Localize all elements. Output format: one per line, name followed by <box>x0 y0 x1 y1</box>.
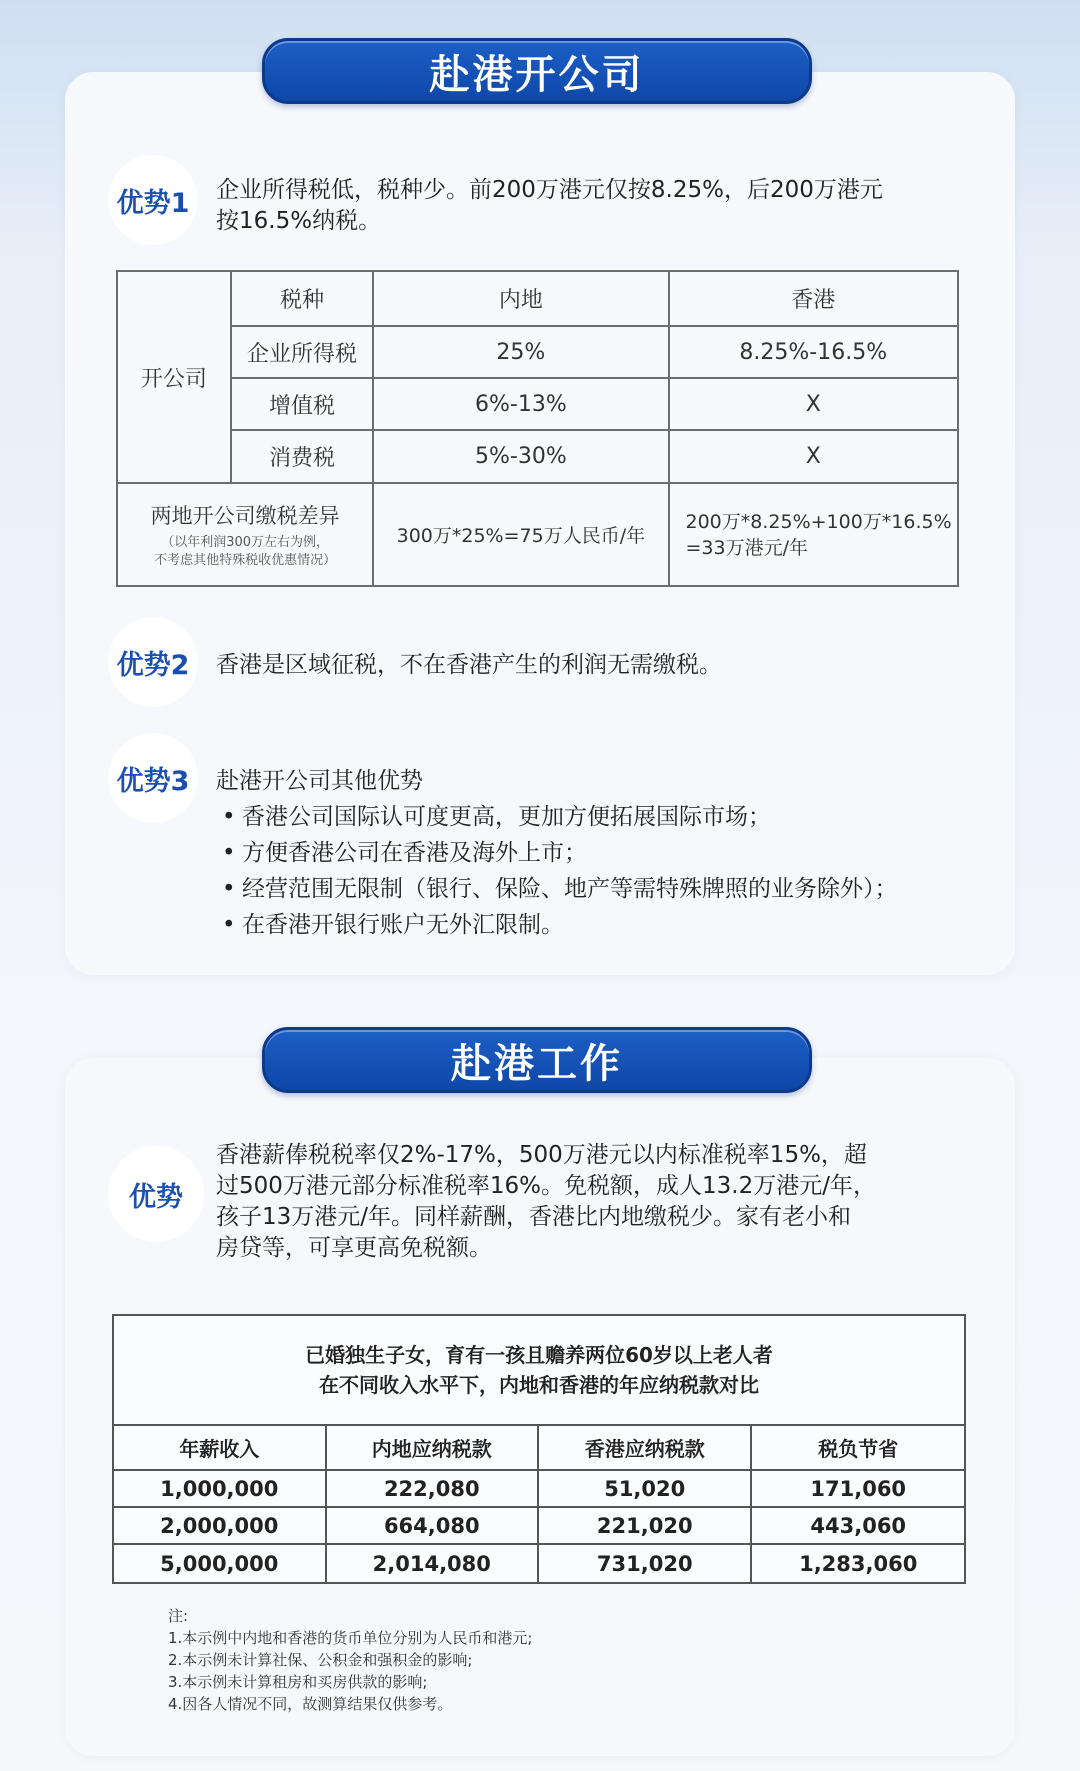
work-advantage-line-1: 香港薪俸税税率仅2%-17%，500万港元以内标准税率15%，超 <box>216 1142 867 1168</box>
footnote-item: 1.本示例中内地和香港的货币单位分别为人民币和港元; <box>168 1629 533 1647</box>
mainland-tax-cell: 2,014,080 <box>326 1544 539 1583</box>
work-advantage-line-4: 房贷等，可享更高免税额。 <box>216 1235 492 1261</box>
table-header-row <box>113 1425 965 1470</box>
header-tax-saving: 税负节省 <box>751 1425 965 1470</box>
work-advantage-badge: 优势 <box>108 1146 204 1242</box>
income-cell: 2,000,000 <box>113 1507 326 1544</box>
table-row <box>117 271 958 326</box>
diff-hongkong-line-1: 200万*8.25%+100万*16.5% <box>685 510 952 533</box>
hongkong-rate-cell: 8.25%-16.5% <box>669 326 959 378</box>
company-tax-table <box>116 270 959 587</box>
advantage-1-line-1: 企业所得税低，税种少。前200万港元仅按8.25%，后200万港元 <box>216 177 883 203</box>
advantage-1-badge: 优势1 <box>108 155 198 245</box>
table-title <box>113 1315 965 1425</box>
saving-cell: 443,060 <box>751 1507 965 1544</box>
hongkong-rate-cell: X <box>669 430 959 483</box>
advantage-3-text <box>216 763 976 943</box>
mainland-rate-cell: 25% <box>373 326 668 378</box>
list-item: • 经营范围无限制（银行、保险、地产等需特殊牌照的业务除外）； <box>216 871 976 907</box>
hongkong-rate-cell: X <box>669 378 959 430</box>
table-row <box>117 430 958 483</box>
header-mainland: 内地 <box>373 271 668 326</box>
table-row <box>113 1507 965 1544</box>
row-group-label: 开公司 <box>117 271 231 483</box>
footnotes <box>168 1605 532 1715</box>
footnote-item: 2.本示例未计算社保、公积金和强积金的影响; <box>168 1651 473 1669</box>
advantage-3-title: 赴港开公司其他优势 <box>216 768 423 794</box>
tax-type-cell: 消费税 <box>231 430 374 483</box>
header-tax-type: 税种 <box>231 271 374 326</box>
mainland-rate-cell: 6%-13% <box>373 378 668 430</box>
table-row <box>117 483 958 586</box>
work-advantage-text <box>216 1140 1006 1264</box>
header-mainland-tax: 内地应纳税款 <box>326 1425 539 1470</box>
mainland-tax-cell: 664,080 <box>326 1507 539 1544</box>
hongkong-tax-cell: 221,020 <box>538 1507 751 1544</box>
header-hongkong-tax: 香港应纳税款 <box>538 1425 751 1470</box>
diff-mainland-cell: 300万*25%=75万人民币/年 <box>373 483 668 586</box>
advantage-1-text <box>216 175 976 237</box>
table-title-line-2: 在不同收入水平下，内地和香港的年应纳税款对比 <box>319 1373 759 1397</box>
income-cell: 1,000,000 <box>113 1470 326 1507</box>
advantage-2-badge: 优势2 <box>108 617 198 707</box>
list-item: • 香港公司国际认可度更高，更加方便拓展国际市场； <box>216 799 976 835</box>
tax-type-cell: 增值税 <box>231 378 374 430</box>
diff-label: 两地开公司缴税差异 <box>150 503 340 528</box>
table-row <box>113 1470 965 1507</box>
mainland-rate-cell: 5%-30% <box>373 430 668 483</box>
header-annual-income: 年薪收入 <box>113 1425 326 1470</box>
list-item: • 在香港开银行账户无外汇限制。 <box>216 907 976 943</box>
advantage-1-line-2: 按16.5%纳税。 <box>216 208 382 234</box>
footnote-heading: 注: <box>168 1607 189 1625</box>
advantage-2-text: 香港是区域征税，不在香港产生的利润无需缴税。 <box>216 652 722 678</box>
table-row <box>113 1544 965 1583</box>
mainland-tax-cell: 222,080 <box>326 1470 539 1507</box>
diff-note-2: 不考虑其他特殊税收优惠情况） <box>154 552 337 568</box>
diff-hongkong-cell <box>669 483 959 586</box>
work-advantage-line-2: 过500万港元部分标准税率16%。免税额，成人13.2万港元/年， <box>216 1173 876 1199</box>
income-cell: 5,000,000 <box>113 1544 326 1583</box>
tax-type-cell: 企业所得税 <box>231 326 374 378</box>
footnote-item: 4.因各人情况不同，故测算结果仅供参考。 <box>168 1695 453 1713</box>
section-title-company: 赴港开公司 <box>262 38 812 104</box>
advantage-3-list <box>216 799 976 943</box>
work-advantage-line-3: 孩子13万港元/年。同样薪酬，香港比内地缴税少。家有老小和 <box>216 1204 852 1230</box>
saving-cell: 1,283,060 <box>751 1544 965 1583</box>
header-hongkong: 香港 <box>669 271 959 326</box>
footnote-item: 3.本示例未计算租房和买房供款的影响; <box>168 1673 428 1691</box>
hongkong-tax-cell: 51,020 <box>538 1470 751 1507</box>
table-title-line-1: 已婚独生子女，育有一孩且赡养两位60岁以上老人者 <box>305 1343 773 1367</box>
saving-cell: 171,060 <box>751 1470 965 1507</box>
list-item: • 方便香港公司在香港及海外上市； <box>216 835 976 871</box>
table-row <box>117 378 958 430</box>
diff-label-cell <box>117 483 373 586</box>
table-title-row <box>113 1315 965 1425</box>
salary-tax-table <box>112 1314 966 1584</box>
hongkong-tax-cell: 731,020 <box>538 1544 751 1583</box>
diff-note-1: （以年利润300万左右为例， <box>161 534 330 550</box>
advantage-3-badge: 优势3 <box>108 733 198 823</box>
section-title-work: 赴港工作 <box>262 1027 812 1093</box>
table-row <box>117 326 958 378</box>
diff-hongkong-line-2: =33万港元/年 <box>685 536 808 559</box>
